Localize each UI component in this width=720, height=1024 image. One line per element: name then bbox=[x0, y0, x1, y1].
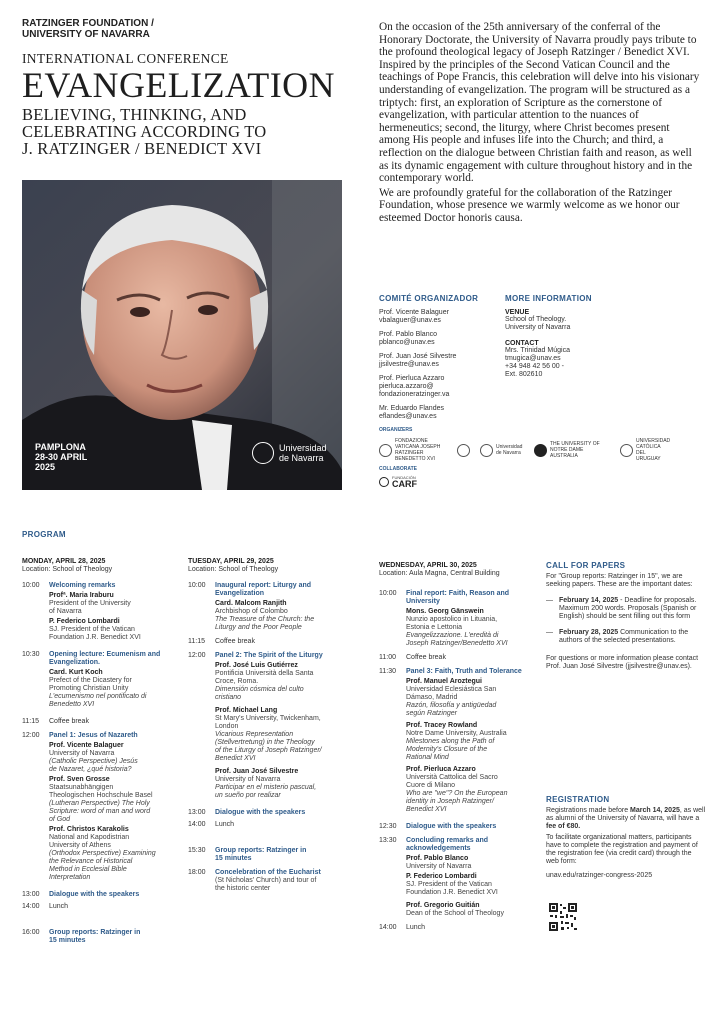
program-event: 11:15 Coffee break bbox=[22, 718, 89, 725]
deadline-item: — February 14, 2025 - Deadline for proposals. Maximum 200 words. Proposals (Spanish or English) should be sent filling out this form bbox=[546, 597, 697, 620]
registration-fee-text: Registrations made before March 14, 2025, as well as alumni of the University of Navarra, will have a fee of €80. bbox=[546, 807, 706, 830]
more-info-heading: MORE INFORMATION bbox=[505, 294, 592, 303]
program-event: 18:00 Concelebration of the Eucharist (St Nicholas' Church) and tour of the historic center bbox=[188, 869, 321, 892]
speaker: P. Federico Lombardi SJ. President of the Vatican Foundation J.R. Benedict XVI bbox=[406, 873, 498, 896]
notre-dame-logo: THE UNIVERSITY OF NOTRE DAME AUSTRALIA bbox=[534, 441, 610, 459]
program-event: 14:00 Lunch bbox=[188, 821, 235, 828]
day-title: WEDNESDAY, APRIL 30, 2025 bbox=[379, 562, 477, 569]
page-title: EVANGELIZATION bbox=[22, 65, 335, 105]
committee-member: Prof. Vicente Balaguer vbalaguer@unav.es bbox=[379, 309, 449, 324]
registration-url[interactable]: unav.edu/ratzinger-congress-2025 bbox=[546, 872, 653, 879]
call-for-papers-intro: For "Group reports: Ratzinger in 15", we are seeking papers. These are the important dates: bbox=[546, 573, 693, 588]
conference-label: INTERNATIONAL CONFERENCE bbox=[22, 51, 229, 66]
more-information bbox=[505, 294, 655, 379]
speaker: Prof. Vicente Balaguer University of Navarra (Catholic Perspective) Jesús de Nazaret, ¿qué historia? bbox=[49, 742, 138, 773]
committee-member: Prof. Pierluca Azzaro pierluca.azzaro@ fondazioneratzinger.va bbox=[379, 375, 450, 398]
speaker: Prof. Michael Lang St Mary's University, Twickenham, London Vicarious Representation (Stellvertretung) in the Theology of the Liturgy of Joseph Ratzinger/ Benedict XVI bbox=[215, 707, 322, 762]
intro-text bbox=[379, 21, 701, 225]
speaker: Prof. Manuel Aroztegui Universidad Eclesiástica San Dámaso, Madrid Razón, filosofía y antigüedad según Ratzinger bbox=[406, 678, 497, 717]
program-event: 16:00 Group reports: Ratzinger in 15 minutes bbox=[22, 929, 141, 944]
intro-paragraph: On the occasion of the 25th anniversary of the conferral of the Honorary Doctorate, the University of Navarra proudly pays tribute to the profound theological legacy of Joseph Ratzinger / Benedict XVI. Inspired by the principles of the Second Vatican Council and the teachings of Pope Francis, this celebration will delve into his visionary understanding of evangelization. The program will be structured as a triptych: first, an exploration of Scripture as the cornerstone of evangelization, with particular attention to the nuances of hermeneutics; second, the liturgy, where Christ becomes present among His people and infuses life into the Church; and third, a reflection on the dialogue between Christian faith and reason, as well as its dynamic engagement with culture throughout history and in the contemporary world. bbox=[379, 21, 700, 185]
program-day-tuesday bbox=[188, 558, 348, 893]
call-for-papers-contact: For questions or more information please contact Prof. Juan José Silvestre (jjsilvestre@unav.es). bbox=[546, 655, 699, 670]
contact-label: CONTACT bbox=[505, 340, 539, 347]
navarra-logo: Universidad de Navarra bbox=[480, 444, 524, 457]
intro-paragraph: We are profoundly grateful for the collaboration of the Ratzinger Foundation, whose presence we warmly welcome as we honor our esteemed Doctor honoris causa. bbox=[379, 186, 680, 224]
speaker: Prof. Juan José Silvestre University of Navarra Participar en el misterio pascual, un sueño por realizar bbox=[215, 768, 317, 799]
contact-text: Mrs. Trinidad Múgica tmugica@unav.es +34 948 42 56 00 - Ext. 802610 bbox=[505, 347, 570, 378]
crest-logo bbox=[457, 444, 470, 457]
call-for-papers-heading: CALL FOR PAPERS bbox=[546, 561, 626, 570]
program-event: 13:00 Dialogue with the speakers bbox=[188, 809, 306, 816]
committee-heading: COMITÉ ORGANIZADOR bbox=[379, 294, 479, 303]
title-block bbox=[22, 18, 352, 157]
program-event: 11:30 Panel 3: Faith, Truth and Tolerance Prof. Manuel Aroztegui Universidad Eclesiástica San Dámaso, Madrid Razón, filosofía y antigüedad según Ratzinger Prof. Tracey Rowland Notre Dame University, Australia Milestones along the Path of Modernity's Closure of the Rational Mind Prof. Pierluca Azzaro Università Cattolica del Sacro Cuore di Milano Who are "we"? On the European identity in Joseph Ratzinger/ Benedict XVI bbox=[379, 668, 539, 814]
registration-heading: REGISTRATION bbox=[546, 795, 610, 804]
speaker: Mons. Georg Gänswein Nunzio apostolico in Lituania, Estonia e Lettonia Evangelizzazione. L'eredità di Joseph Ratzinger/Benedetto XVI bbox=[406, 608, 508, 647]
organizers-label: ORGANIZERS bbox=[379, 427, 413, 433]
program-heading: PROGRAM bbox=[22, 530, 66, 539]
speaker: Card. Malcom Ranjith Archbishop of Colombo The Treasure of the Church: the Liturgy and the Poor People bbox=[215, 600, 315, 631]
program-day-wednesday bbox=[379, 562, 539, 932]
portrait-photo bbox=[22, 180, 342, 490]
program-event: 14:00 Lunch bbox=[379, 924, 426, 931]
program-event: 10:30 Opening lecture: Ecumenism and Evangelization. Card. Kurt Koch Prefect of the Dicastery for Promoting Christian Unity L'ecumenismo nel pontificato di Benedetto XVI bbox=[22, 651, 180, 709]
catolica-seal-icon bbox=[620, 444, 633, 457]
speaker: Card. Kurt Koch Prefect of the Dicastery for Promoting Christian Unity L'ecumenismo nel pontificato di Benedetto XVI bbox=[49, 669, 147, 708]
speaker: Prof. Tracey Rowland Notre Dame University, Australia Milestones along the Path of Modernity's Closure of the Rational Mind bbox=[406, 722, 507, 761]
speaker: Profª. Maria Iraburu President of the University of Navarra bbox=[49, 592, 131, 615]
program-event: 13:00 Dialogue with the speakers bbox=[22, 891, 140, 898]
registration-note: To facilitate organizational matters, participants have to complete the registration and payment of the registration fee (via credit card) through the web form: bbox=[546, 834, 698, 865]
university-seal-icon bbox=[252, 442, 274, 464]
foundation-name: RATZINGER FOUNDATION / UNIVERSITY OF NAVARRA bbox=[22, 18, 154, 40]
day-title: MONDAY, APRIL 28, 2025 bbox=[22, 558, 106, 565]
speaker: Prof. José Luis Gutiérrez Pontificia Università della Santa Croce, Roma. Dimensión cósmica del culto cristiano bbox=[215, 662, 314, 701]
committee-member: Prof. Pablo Blanco pblanco@unav.es bbox=[379, 331, 437, 346]
speaker: P. Federico Lombardi SJ. President of the Vatican Foundation J.R. Benedict XVI bbox=[49, 618, 141, 641]
event-location-date: PAMPLONA 28-30 APRIL 2025 bbox=[35, 442, 88, 472]
qr-code-icon[interactable] bbox=[548, 902, 578, 932]
program-event: 10:00 Final report: Faith, Reason and University Mons. Georg Gänswein Nunzio apostolico in Lituania, Estonia e Lettonia Evangelizzazione. L'eredità di Joseph Ratzinger/Benedetto XVI bbox=[379, 590, 539, 648]
fondazione-logo: FONDAZIONE VATICANA JOSEPH RATZINGER BENEDETTO XVI bbox=[379, 438, 447, 462]
catolica-logo: UNIVERSIDAD CATÓLICA DEL URUGUAY bbox=[620, 438, 668, 462]
day-location: Location: Aula Magna, Central Building bbox=[379, 570, 500, 577]
program-event: 14:00 Lunch bbox=[22, 903, 69, 910]
program-event: 15:30 Group reports: Ratzinger in 15 minutes bbox=[188, 847, 307, 862]
committee-member: Prof. Juan José Silvestre jjsilvestre@unav.es bbox=[379, 353, 457, 368]
speaker: Prof. Pierluca Azzaro Università Cattolica del Sacro Cuore di Milano Who are "we"? On the European identity in Joseph Ratzinger/ Benedict XVI bbox=[406, 766, 508, 813]
call-for-papers bbox=[546, 562, 706, 671]
speaker: Prof. Christos Karakolis National and Kapodistrian University of Athens (Orthodox Perspective) Examining the Relevance of Historical Method in Ecclesial Bible Interpretation bbox=[49, 826, 156, 881]
deadline-item: — February 28, 2025 Communication to the authors of the selected presentations. bbox=[546, 629, 689, 644]
program-event: 12:00 Panel 1: Jesus of Nazareth Prof. Vicente Balaguer University of Navarra (Catholic Perspective) Jesús de Nazaret, ¿qué historia? Prof. Sven Grosse Staatsunabhängigen Theologischen Hochschule Basel (Lutheran Perspective) The Holy Scripture: word of man and word of God Prof. Christos Karakolis National and Kapodistrian University of Athens (Orthodox Perspective) Examining the Relevance of Historical Method in Ecclesial Bible Interpretation bbox=[22, 732, 180, 882]
speaker: Prof. Sven Grosse Staatsunabhängigen Theologischen Hochschule Basel (Lutheran Perspective) The Holy Scripture: word of man and word of God bbox=[49, 776, 153, 823]
committee-member: Mr. Eduardo Flandes eflandes@unav.es bbox=[379, 405, 444, 420]
page-subtitle: BELIEVING, THINKING, AND CELEBRATING ACCORDING TO J. RATZINGER / BENEDICT XVI bbox=[22, 105, 267, 158]
day-title: TUESDAY, APRIL 29, 2025 bbox=[188, 558, 274, 565]
venue-text: School of Theology. University of Navarra bbox=[505, 316, 571, 331]
notre-dame-seal-icon bbox=[534, 444, 547, 457]
collaborate-label: COLLABORATE bbox=[379, 466, 417, 472]
carf-logo: FUNDACIÓN CARF bbox=[379, 475, 417, 489]
fondazione-seal-icon bbox=[379, 444, 392, 457]
university-logo: Universidad de Navarra bbox=[252, 442, 327, 464]
navarra-seal-icon bbox=[480, 444, 493, 457]
program-day-monday bbox=[22, 558, 180, 945]
venue-label: VENUE bbox=[505, 309, 530, 316]
crest-icon bbox=[457, 444, 470, 457]
carf-icon bbox=[379, 477, 389, 487]
program-event: 11:00 Coffee break bbox=[379, 654, 446, 661]
speaker: Prof. Pablo Blanco University of Navarra bbox=[406, 855, 472, 870]
program-event: 11:15 Coffee break bbox=[188, 638, 255, 645]
program-event: 13:30 Concluding remarks and acknowledgements Prof. Pablo Blanco University of Navarra P. Federico Lombardi SJ. President of the Vatican Foundation J.R. Benedict XVI Prof. Gregorio Guitián Dean of the School of Theology bbox=[379, 837, 539, 918]
organizer-logos bbox=[379, 438, 699, 462]
registration bbox=[546, 796, 706, 880]
speaker: Prof. Gregorio Guitián Dean of the School of Theology bbox=[406, 902, 504, 917]
program-event: 10:00 Inaugural report: Liturgy and Evangelization Card. Malcom Ranjith Archbishop of Colombo The Treasure of the Church: the Liturgy and the Poor People bbox=[188, 582, 348, 632]
organizing-committee bbox=[379, 294, 499, 421]
program-event: 10:00 Welcoming remarks Profª. Maria Iraburu President of the University of Navarra P. Federico Lombardi SJ. President of the Vatican Foundation J.R. Benedict XVI bbox=[22, 582, 180, 642]
program-event: 12:00 Panel 2: The Spirit of the Liturgy Prof. José Luis Gutiérrez Pontificia Università della Santa Croce, Roma. Dimensión cósmica del culto cristiano Prof. Michael Lang St Mary's University, Twickenham, London Vicarious Representation (Stellvertretung) in the Theology of the Liturgy of Joseph Ratzinger/ Benedict XVI Prof. Juan José Silvestre University of Navarra Participar en el misterio pascual, un sueño por realizar bbox=[188, 652, 348, 800]
day-location: Location: School of Theology bbox=[22, 566, 113, 573]
program-event: 12:30 Dialogue with the speakers bbox=[379, 823, 497, 830]
day-location: Location: School of Theology bbox=[188, 566, 279, 573]
